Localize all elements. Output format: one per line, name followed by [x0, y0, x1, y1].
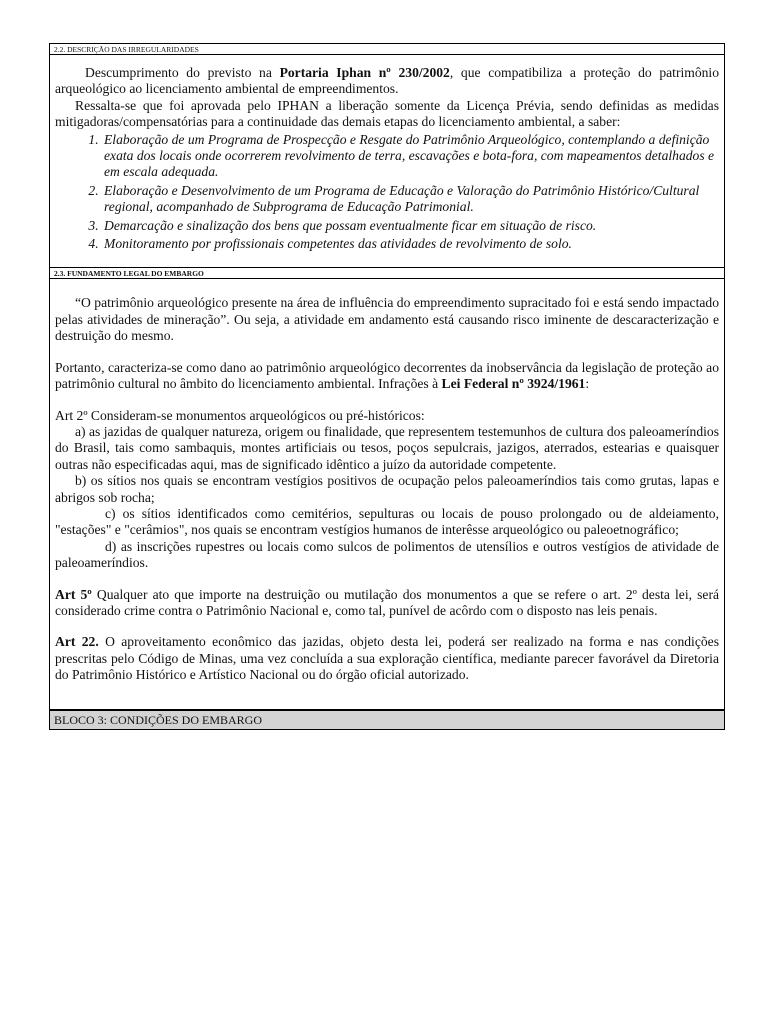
- block-3-header: BLOCO 3: CONDIÇÕES DO EMBARGO: [50, 709, 724, 729]
- list-item: 1. Elaboração de um Programa de Prospecção e Resgate do Patrimônio Arqueológico, contemplando a definição exata dos locais onde ocorrerem revolvimento de terra, escavações e bota-fora, com mapeamentos detalhados e em escala adequada.: [102, 132, 719, 181]
- document-page: [49, 43, 725, 730]
- paragraph-art5: [55, 587, 719, 620]
- art2-item-d: d) as inscrições rupestres ou locais como sulcos de polimentos de utensílios e outros vestígios de atividade de paleoameríndios.: [55, 538, 719, 571]
- form-table: [49, 43, 725, 730]
- section-body-irregularidades: [50, 54, 724, 267]
- text-run: Qualquer ato que importe na destruição ou mutilação dos monumentos a que se refere o art. 2º desta lei, será considerado crime contra o Patrimônio Nacional e, como tal, punível de acôrdo com o disposto nas leis penais.: [55, 586, 720, 618]
- art2-item-c: c) os sítios identificados como cemitérios, sepulturas ou locais de pouso prolongado ou de aldeiamento, "estações" e "cerâmios", nos quais se encontram vestígios humanos de interêsse arqueológico ou paleoetnográfico;: [55, 505, 719, 538]
- lei-reference: Lei Federal nº 3924/1961: [441, 376, 586, 392]
- list-item: 4. Monitoramento por profissionais competentes das atividades de revolvimento de solo.: [102, 236, 719, 252]
- portaria-reference: Portaria Iphan nº 230/2002: [279, 65, 450, 80]
- paragraph-art22: [55, 634, 719, 683]
- section-body-fundamento: [50, 278, 724, 708]
- list-item: 3. Demarcação e sinalização dos bens que possam eventualmente ficar em situação de risco.: [102, 218, 719, 234]
- paragraph-portaria: [55, 65, 719, 98]
- art2-intro: Art 2º Consideram-se monumentos arqueológicos ou pré-históricos:: [55, 407, 425, 423]
- text-run: Descumprimento do previsto na: [85, 65, 280, 80]
- article-label: Art 22.: [55, 634, 99, 650]
- measures-list: [55, 132, 719, 253]
- text-run: , que compatibiliza a proteção do patrimônio arqueológico ao licenciamento ambiental de empreendimentos.: [55, 65, 719, 97]
- article-label: Art 5º: [55, 586, 92, 602]
- art2-item-a: a) as jazidas de qualquer natureza, origem ou finalidade, que representem testemunhos de cultura dos paleoameríndios do Brasil, tais como sambaquis, montes artificiais ou tesos, poços sepulcrais, jazigos, aterrados, estearias e quaisquer outras não especificadas aqui, mas de significado idêntico a juízo da autoridade competente.: [55, 423, 719, 472]
- paragraph-licenca: Ressalta-se que foi aprovada pelo IPHAN a liberação somente da Licença Prévia, sendo definidas as medidas mitigadoras/compensatórias para a continuidade das demais etapas do licenciamento ambiental, a saber:: [55, 97, 719, 130]
- paragraph-dano: [55, 360, 719, 393]
- art2-item-b: b) os sítios nos quais se encontram vestígios positivos de ocupação pelos paleoameríndios tais como grutas, lapas e abrigos sob rocha;: [55, 473, 719, 505]
- section-header-irregularidades: 2.2. DESCRIÇÃO DAS IRREGULARIDADES: [54, 45, 199, 54]
- list-item: 2. Elaboração e Desenvolvimento de um Programa de Educação e Valoração do Patrimônio Histórico/Cultural regional, acompanhado de Subprograma de Educação Patrimonial.: [102, 183, 719, 216]
- section-header-fundamento: 2.3. FUNDAMENTO LEGAL DO EMBARGO: [50, 267, 724, 278]
- text-run: O aproveitamento econômico das jazidas, objeto desta lei, poderá ser realizado na forma e nas condições prescritas pelo Código de Minas, uma vez concluída a sua exploração científica, mediante parecer favorável da Diretoria do Patrimônio Histórico e Artístico Nacional ou do órgão oficial autorizado.: [55, 634, 719, 683]
- text-run: Portanto, caracteriza-se como dano ao patrimônio arqueológico decorrentes da inobservância da legislação de proteção ao patrimônio cultural no âmbito do licenciamento ambiental. Infrações à: [55, 359, 719, 392]
- text-run: :: [585, 376, 590, 392]
- paragraph-impacto: “O patrimônio arqueológico presente na área de influência do empreendimento supracitado foi e está sendo impactado pelas atividades de mineração”. Ou seja, a atividade em andamento está causando risco iminente de descaracterização e destruição do mesmo.: [55, 295, 719, 344]
